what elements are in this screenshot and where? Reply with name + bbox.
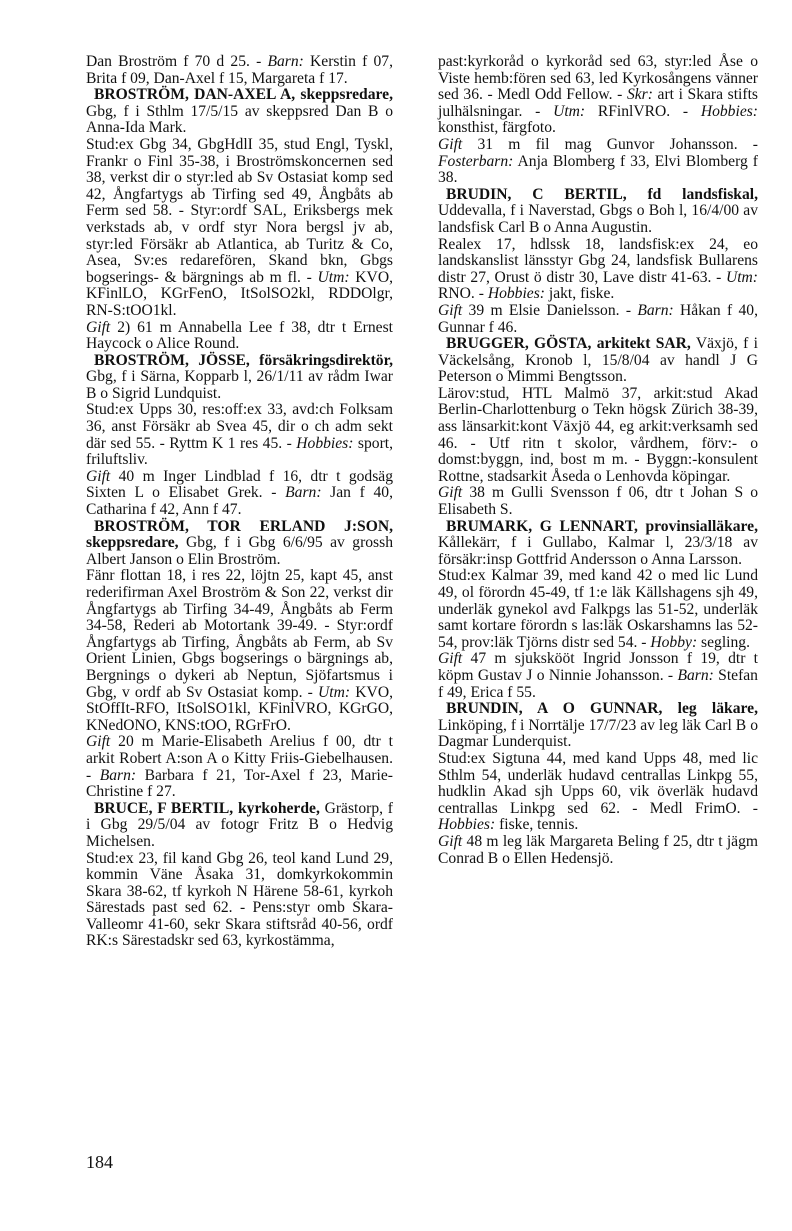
field-label: Gift xyxy=(438,484,463,502)
field-label: Barn: xyxy=(99,766,137,784)
field-label: Hobbies: xyxy=(700,102,758,120)
field-label: Barn: xyxy=(267,53,304,70)
entry-paragraph xyxy=(438,54,758,137)
left-column xyxy=(86,54,393,950)
entry-text: Realex 17, hdlssk 18, landsfisk:ex 24, eo landskanslist länsstyr Gbg 24, landsfisk Bullarens distr 27, Orust ö distr 30, Lave distr 41-63. - xyxy=(438,235,758,286)
entry-paragraph xyxy=(86,402,393,468)
entry-text: Håkan f 40, Gunnar f 46. xyxy=(438,301,759,336)
field-label: Barn: xyxy=(637,301,674,319)
entry-text: RFinlVRO. - xyxy=(585,102,701,120)
biography-entry xyxy=(86,519,393,801)
entry-text: Kerstin f 07, Brita f 09, Dan-Axel f 15, Margareta f 17. xyxy=(86,53,393,87)
entry-text: art i Skara stifts julhälsningar. - xyxy=(438,86,758,120)
entry-paragraph xyxy=(86,734,393,800)
field-label: Gift xyxy=(86,318,111,336)
entry-heading-paragraph xyxy=(86,519,393,569)
entry-text: Jan f 40, Catharina f 42, Ann f 47. xyxy=(86,484,394,519)
field-label: Utm: xyxy=(317,268,350,286)
entry-paragraph xyxy=(86,137,393,320)
biography-entry xyxy=(86,353,393,519)
entry-name: BRUGGER, GÖSTA, xyxy=(446,335,597,353)
entry-text: jakt, fiske. xyxy=(544,285,615,303)
entry-name: provinsialläkare, xyxy=(645,517,758,535)
entry-paragraph xyxy=(438,386,758,486)
field-label: Gift xyxy=(438,301,463,319)
entry-continuation xyxy=(438,54,758,187)
entry-name: skeppsredare, xyxy=(300,86,393,104)
entry-text: Växjö, f i Väckelsång, Kronob l, 15/8/04 av handl J G Peterson o Mimmi Bengtsson. xyxy=(438,335,758,386)
field-label: Skr: xyxy=(626,86,653,104)
entry-paragraph xyxy=(438,237,758,303)
field-label: Barn: xyxy=(677,666,714,684)
entry-text: Uddevalla, f i Naverstad, Gbgs o Boh l, 16/4/00 av landsfisk Carl B o Anna Augustin. xyxy=(438,202,758,236)
entry-paragraph xyxy=(86,851,393,951)
field-label: Hobby: xyxy=(650,633,698,651)
entry-name: leg läkare, xyxy=(677,700,758,718)
entry-text: Dan Broström f 70 d 25. - xyxy=(86,53,268,70)
biography-entry xyxy=(86,87,393,353)
entry-heading-paragraph xyxy=(438,519,758,569)
entry-text: Gbg, f i Sthlm 17/5/15 av skeppsred Dan B o Anna-Ida Mark. xyxy=(86,102,393,137)
entry-text: 20 m Marie-Elisabeth Arelius f 00, dtr t arkit Robert A:son A o Kitty Friis-Giebelhausen. - xyxy=(86,733,393,784)
entry-paragraph xyxy=(86,320,393,353)
entry-text: 47 m sjukskööt Ingrid Jonsson f 19, dtr t köpm Gustav J o Ninnie Johansson. - xyxy=(438,650,758,684)
entry-text: 39 m Elsie Danielsson. - xyxy=(462,301,638,319)
entry-text: Stud:ex Sigtuna 44, med kand Upps 48, med lic Sthlm 54, underläk hudavd centrallas Linkpg 55, hudklin Akad sjh Upps 60, vik överläk hudavd centrallas Linkpg sed 62. - Medl FrimO. - xyxy=(438,749,758,817)
entry-heading-paragraph xyxy=(438,336,758,386)
entry-text: konsthist, färgfoto. xyxy=(438,119,556,137)
entry-text: 40 m Inger Lindblad f 16, dtr t godsäg Sixten L o Elisabet Grek. - xyxy=(86,467,393,502)
field-label: Hobbies: xyxy=(487,285,545,303)
entry-heading-paragraph xyxy=(438,701,758,751)
entry-heading-paragraph xyxy=(86,353,393,403)
field-label: Hobbies: xyxy=(438,816,496,834)
field-label: Barn: xyxy=(285,484,322,502)
entry-paragraph xyxy=(86,469,393,519)
field-label: Fosterbarn: xyxy=(438,152,514,170)
biography-entry xyxy=(438,701,758,867)
entry-text: Stefan f 49, Erica f 55. xyxy=(438,666,758,701)
entry-name: BROSTRÖM, TOR ERLAND J:SON, xyxy=(94,517,393,535)
entry-text: KVO, StOffIt-RFO, ItSolSO1kl, KFinlVRO, KGrGO, KNedONO, KNS:tOO, RGrFrO. xyxy=(86,683,393,734)
field-label: Hobbies: xyxy=(296,434,354,452)
field-label: Gift xyxy=(86,467,111,485)
entry-heading-paragraph xyxy=(438,187,758,237)
entry-text: Stud:ex Gbg 34, GbgHdlI 35, stud Engl, Tyskl, Frankr o Finl 35-38, i Broströmskoncernen sed 38, verkst dir o styr:led ab Sv Ostasiat komp sed 42, Ångfartygs ab Tirfing sed 49, Ångbåts ab Ferm sed 58. - Styr:ordf SAL, Eriksbergs mek verkstads ab, v ordf styr Nora bergsl jv ab, styr:led Försäkr ab Atlantica, ab Turitz & Co, Asea, Sv:es redarefören, Skand bkn, Gbgs bogserings- & bärgnings ab m fl. - xyxy=(86,135,393,286)
entry-text: 31 m fil mag Gunvor Johansson. - xyxy=(462,135,758,153)
entry-text: 38 m Gulli Svensson f 06, dtr t Johan S o Elisabeth S. xyxy=(438,484,758,519)
entry-name: skeppsredare, xyxy=(86,534,179,552)
entry-paragraph xyxy=(438,485,758,518)
biography-entry xyxy=(438,336,758,519)
entry-text: past:kyrkoråd o kyrkoråd sed 63, styr:led Åse o Viste hemb:fören sed 63, led Kyrkosångens vänner sed 36. - Medl Odd Fellow. - xyxy=(438,53,758,104)
entry-name: BRUMARK, G LENNART, xyxy=(446,517,646,535)
entry-paragraph xyxy=(438,834,758,867)
entry-name: BROSTRÖM, JÖSSE, xyxy=(94,351,260,369)
entry-name: försäkringsdirektör, xyxy=(259,351,393,369)
entry-paragraph xyxy=(438,303,758,336)
entry-paragraph xyxy=(438,137,758,187)
field-label: Gift xyxy=(438,135,463,153)
entry-paragraph xyxy=(438,568,758,651)
entry-text: Lärov:stud, HTL Malmö 37, arkit:stud Akad Berlin-Charlottenburg o Tekn högsk Zürich 38-39, ass länsarkit:kont Växjö 44, eg arkit:verksamh sed 46. - Utf ritn t skolor, vårdhem, förv:- o domst:byggn, ind, bost m m. - Byggn:-konsulent Rottne, stadsarkit Åseda o Lenhovda köpingar. xyxy=(438,384,758,485)
field-label: Gift xyxy=(438,832,463,850)
entry-text: Fänr flottan 18, i res 22, löjtn 25, kapt 45, anst rederifirman Axel Broström & Son 22, verkst dir Ångfartygs ab Tirfing 34-49, Ångbåts ab Ferm 34-58, Rederi ab Motortank 39-49. - Styr:ordf Ångfartygs ab Tirfing, Ångbåts ab Ferm, ab Sv Orient Linien, Gbgs bogserings o bärgnings ab, Bergnings o dykeri ab Neptun, Sjöfartsmus i Gbg, v ordf ab Sv Ostasiat komp. - xyxy=(86,567,393,701)
entry-text: Kållekärr, f i Gullabo, Kalmar l, 23/3/18 av försäkr:insp Gottfrid Andersson o Anna Larsson. xyxy=(438,534,758,568)
entry-name: fd landsfiskal, xyxy=(647,185,759,203)
entry-paragraph xyxy=(86,54,393,87)
field-label: Utm: xyxy=(725,268,758,286)
entry-name: BRUCE, F BERTIL, xyxy=(94,799,238,817)
entry-text: segling. xyxy=(697,633,750,651)
entry-heading-paragraph xyxy=(86,87,393,137)
entry-text: Gbg, f i Särna, Kopparb l, 26/1/11 av rådm Iwar B o Sigrid Lundquist. xyxy=(86,368,393,402)
entry-text: fiske, tennis. xyxy=(495,816,579,834)
page-number: 184 xyxy=(86,1152,113,1172)
entry-paragraph xyxy=(438,751,758,834)
entry-name: BRUNDIN, A O GUNNAR, xyxy=(446,700,678,718)
entry-paragraph xyxy=(438,651,758,701)
entry-text: Anja Blomberg f 33, Elvi Blomberg f 38. xyxy=(438,152,758,187)
field-label: Gift xyxy=(86,733,111,751)
entry-text: Gbg, f i Gbg 6/6/95 av grossh Albert Janson o Elin Broström. xyxy=(86,534,393,568)
entry-heading-paragraph xyxy=(86,801,393,851)
entry-text: 2) 61 m Annabella Lee f 38, dtr t Ernest Haycock o Alice Round. xyxy=(86,318,393,353)
entry-text: Grästorp, f i Gbg 29/5/04 av fotogr Fritz B o Hedvig Michelsen. xyxy=(86,799,393,850)
entry-text: Barbara f 21, Tor-Axel f 23, Marie-Christine f 27. xyxy=(86,766,393,801)
entry-text: 48 m leg läk Margareta Beling f 25, dtr t jägm Conrad B o Ellen Hedensjö. xyxy=(438,832,758,867)
entry-text: Stud:ex 23, fil kand Gbg 26, teol kand Lund 29, kommin Väne Åsaka 31, domkyrkokommin Skara 38-62, tf kyrkoh N Härene 58-61, kyrkoh Särestads past sed 62. - Pens:styr omb Skara-Valleomr 41-60, sekr Skara stiftsråd 40-56, ordf RK:s Särestadskr sed 63, kyrkostämma, xyxy=(86,849,393,950)
biography-entry xyxy=(438,187,758,336)
entry-text: Stud:ex Upps 30, res:off:ex 33, avd:ch Folksam 36, anst Försäkr ab Svea 45, dir o ch adm sekt där sed 55. - Ryttm K 1 res 45. - xyxy=(86,401,393,452)
field-label: Utm: xyxy=(553,102,586,120)
entry-name: BRUDIN, C BERTIL, xyxy=(446,185,648,203)
entry-name: BROSTRÖM, DAN-AXEL A, xyxy=(94,86,301,104)
entry-text: KVO, KFinlLO, KGrFenO, ItSolSO2kl, RDDOlgr, RN-S:tOO1kl. xyxy=(86,268,393,319)
field-label: Utm: xyxy=(318,683,351,701)
field-label: Gift xyxy=(438,650,463,668)
entry-text: sport, friluftsliv. xyxy=(86,434,393,469)
entry-name: kyrkoherde, xyxy=(237,799,320,817)
entry-text: Linköping, f i Norrtälje 17/7/23 av leg läk Carl B o Dagmar Lunderquist. xyxy=(438,716,758,751)
right-column xyxy=(438,54,758,867)
entry-name: arkitekt SAR, xyxy=(596,335,691,353)
entry-continuation xyxy=(86,54,393,87)
entry-paragraph xyxy=(86,568,393,734)
entry-text: Stud:ex Kalmar 39, med kand 42 o med lic Lund 49, ol förordn 45-49, tf 1:e läk Källshagens sjh 49, underläk gynekol avd Falkpgs las 51-52, underläk samt kortare förordn s las:läk Oskarshamns las 52-54, prov:läk Tjörns distr sed 54. - xyxy=(438,567,758,651)
biography-entry xyxy=(86,801,393,950)
biography-entry xyxy=(438,519,758,702)
entry-text: RNO. - xyxy=(438,285,488,303)
